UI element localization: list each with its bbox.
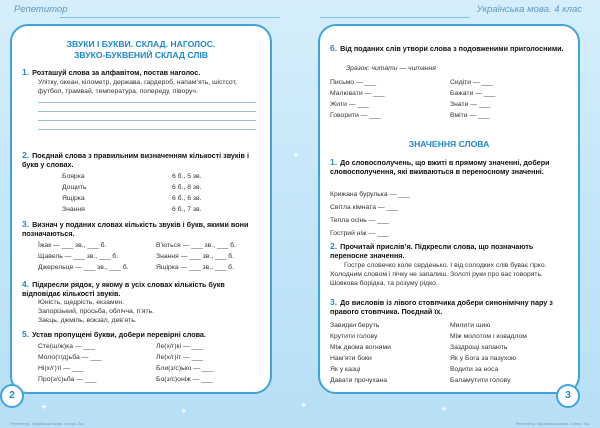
cell-text: Баламутити голову: [450, 377, 511, 384]
cell-text: Дощить: [62, 184, 87, 191]
cell-text: 6 б., 8 зв.: [172, 184, 202, 191]
task-3-rows[interactable]: [38, 240, 262, 273]
cell-text: Давати прочухана: [330, 377, 388, 384]
task-2-heading: [330, 242, 568, 260]
list-item: [330, 88, 570, 99]
cell-text: Нам’яти боки: [330, 355, 372, 362]
title-line-2: ЗВУКО-БУКВЕНИЙ СКЛАД СЛІВ: [74, 49, 208, 60]
list-item: [38, 251, 262, 262]
task-number: 1.: [22, 67, 30, 77]
footer-right: Репетитор. Українська мова. 4 клас. Зм.: [515, 421, 590, 426]
task-text: Визнач у поданих словах кількість звуків і букв, якими вони позначаються.: [22, 220, 249, 238]
cell-text: Як у Бога за пазухою: [450, 355, 517, 362]
list-item: Тепла осінь — ___: [330, 217, 389, 224]
cell-text: Їжак — ___ зв., ___ б.: [38, 242, 107, 249]
task-text: Прочитай прислів’я. Підкресли слова, що позначають переносне значення.: [330, 242, 534, 260]
task-number: 1.: [330, 157, 338, 167]
task-number: 2.: [22, 150, 30, 160]
task-5-heading: [22, 330, 260, 339]
cell-text: Джерельце — ___ зв., ___ б.: [38, 264, 129, 271]
list-item: [330, 331, 572, 342]
list-item: [38, 363, 262, 374]
list-item: [330, 110, 570, 121]
sparkle-icon: ✦: [440, 404, 448, 414]
list-item: [38, 262, 262, 273]
task-3-heading: [22, 220, 260, 238]
task-number: 4.: [22, 279, 30, 289]
cell-text: Ящірка: [62, 195, 85, 202]
cell-text: Щавель — ___ зв., ___ б.: [38, 253, 119, 260]
cell-text: Ящірка — ___ зв., ___ б.: [156, 264, 234, 271]
cell-text: Як у казці: [330, 366, 361, 373]
task-text: Від поданих слів утвори слова з подовженими приголосними.: [340, 44, 564, 53]
cell-text: Жити — ___: [330, 101, 369, 108]
sparkle-icon: ✦: [300, 400, 308, 410]
cell-text: В’ються — ___ зв., ___ б.: [156, 242, 236, 249]
list-item: Світла кімната — ___: [330, 204, 398, 211]
page-number-left: 2: [0, 384, 24, 408]
sparkle-icon: ✦: [40, 402, 48, 412]
header-left: Репетитор: [14, 4, 68, 15]
list-item: Запорізький, просьба, облічча, п’ять.: [38, 307, 155, 315]
cell-text: Малювати — ___: [330, 90, 385, 97]
task-number: 5.: [22, 329, 30, 339]
list-item: Юність, щедрість, екзамен.: [38, 299, 125, 306]
cell-text: Ні(х/г)ті — ___: [38, 365, 84, 372]
list-item: [330, 353, 572, 364]
header-rule-left: [60, 17, 280, 18]
task-2-heading: [22, 151, 260, 169]
example-text: читати — читання: [371, 65, 436, 72]
cell-text: Сидіти — ___: [450, 79, 494, 86]
task-5-rows[interactable]: [38, 341, 262, 385]
task-4-lines[interactable]: [38, 299, 260, 325]
cell-text: Говорити — ___: [330, 112, 381, 119]
cell-text: Сте(ш/ж)ка — ___: [38, 343, 95, 350]
cell-text: Завидки беруть: [330, 322, 380, 329]
cell-text: Заздрощі хапають: [450, 344, 508, 351]
task-text: До словосполучень, що вжиті в прямому значенні, добери словосполучення, які вживаються в переносному значенні.: [330, 158, 550, 176]
task-text: Підкресли рядок, у якому в усіх словах кількість букв відповідає кількості звуків.: [22, 280, 225, 298]
cell-text: 6 б., 7 зв.: [172, 206, 202, 213]
list-item: [62, 182, 250, 193]
cell-text: 6 б., 5 зв.: [172, 173, 202, 180]
right-page: [318, 24, 580, 394]
page-number-right: 3: [556, 384, 580, 408]
list-item: [330, 364, 572, 375]
cell-text: Письмо — ___: [330, 79, 376, 86]
sparkle-icon: ✦: [180, 406, 188, 416]
sparkle-icon: ✦: [292, 150, 300, 160]
cell-text: Бли(з/с)ько — ___: [156, 365, 214, 372]
list-item: [330, 99, 570, 110]
section-title: ЗНАЧЕННЯ СЛОВА: [408, 139, 490, 149]
cell-text: 6 б., 6 зв.: [172, 195, 202, 202]
cell-text: Про(з/с)ьба — ___: [38, 376, 97, 383]
cell-text: Між молотом і ковадлом: [450, 333, 527, 340]
task-6-rows[interactable]: [330, 77, 570, 121]
task-number: 3.: [330, 297, 338, 307]
header-rule-right: [320, 17, 470, 18]
task-text: Поєднай слова з правильним визначенням кількості звуків і букв у словах.: [22, 151, 249, 169]
task-text: До висловів із лівого стовпчика добери синонімічну пару з правого стовпчика. Поєднай їх.: [330, 298, 553, 316]
cell-text: Крутити голову: [330, 333, 378, 340]
cell-text: Бажати — ___: [450, 90, 496, 97]
task-1-words: Улітку, океан, кілометр, держава, гардероб, напам’ять, шістсот, футбол, трамвай, температура, попереду, ліворуч.: [38, 79, 237, 95]
left-page: [10, 24, 272, 394]
list-item: Крижана бурулька — ___: [330, 191, 410, 198]
cell-text: Знання: [62, 206, 85, 213]
cell-text: Водити за носа: [450, 366, 499, 373]
list-item: [38, 341, 262, 352]
task-2-rows[interactable]: [62, 171, 250, 215]
list-item: [62, 171, 250, 182]
task-3-rows[interactable]: [330, 320, 572, 386]
task-text: Розташуй слова за алфавітом, постав наголос.: [32, 68, 201, 77]
task-1-heading: [330, 158, 568, 176]
task-6-example: [346, 65, 436, 74]
cell-text: Знання — ___ зв., ___ б.: [156, 253, 235, 260]
cell-text: Вміти — ___: [450, 112, 490, 119]
cell-text: Моло(т/д)ьба — ___: [38, 354, 102, 361]
task-6-heading: [330, 44, 568, 53]
task-text: Устав пропущені букви, добери перевірні слова.: [32, 330, 206, 339]
list-item: [38, 352, 262, 363]
task-2-proverbs[interactable]: Гостре словечко коле серденько. І від солодких слів буває гірко. Холодним словом і пічку не запалиш. Золоті руки про вас говорять. Шовкова борідка, та розуму рідко.: [330, 262, 547, 287]
footer-left: Репетитор. Українська мова. 4 клас. Зм.: [10, 421, 85, 426]
page-title: [12, 39, 270, 60]
cell-text: Ле(х/г)іт — ___: [156, 354, 204, 361]
example-label: Зразок:: [346, 65, 370, 72]
task-1-heading: [22, 68, 260, 77]
cell-text: Бо(з/с)оніж — ___: [156, 376, 213, 383]
cell-text: Боярка: [62, 173, 85, 180]
list-item: [38, 374, 262, 385]
title-line-1: ЗВУКИ І БУКВИ. СКЛАД. НАГОЛОС.: [66, 39, 216, 49]
list-item: [330, 375, 572, 386]
task-4-heading: [22, 280, 260, 298]
task-number: 2.: [330, 241, 338, 251]
list-item: [330, 77, 570, 88]
cell-text: Між двома вогнями: [330, 344, 391, 351]
list-item: [330, 342, 572, 353]
list-item: [62, 204, 250, 215]
cell-text: Знати — ___: [450, 101, 491, 108]
list-item: Гострий ніж — ___: [330, 230, 389, 237]
list-item: [62, 193, 250, 204]
cell-text: Ле(х/г)кі — ___: [156, 343, 203, 350]
task-1-rows[interactable]: [330, 188, 568, 240]
task-3-heading: [330, 298, 568, 316]
cell-text: Милити шию: [450, 322, 491, 329]
list-item: [38, 240, 262, 251]
task-number: 6.: [330, 43, 338, 53]
list-item: Заєць, джміль, вокзал, дев’ять.: [38, 316, 137, 324]
task-number: 3.: [22, 219, 30, 229]
list-item: [330, 320, 572, 331]
task-1-answer-lines[interactable]: [38, 94, 256, 130]
header-right: Українська мова. 4 клас: [476, 4, 582, 15]
